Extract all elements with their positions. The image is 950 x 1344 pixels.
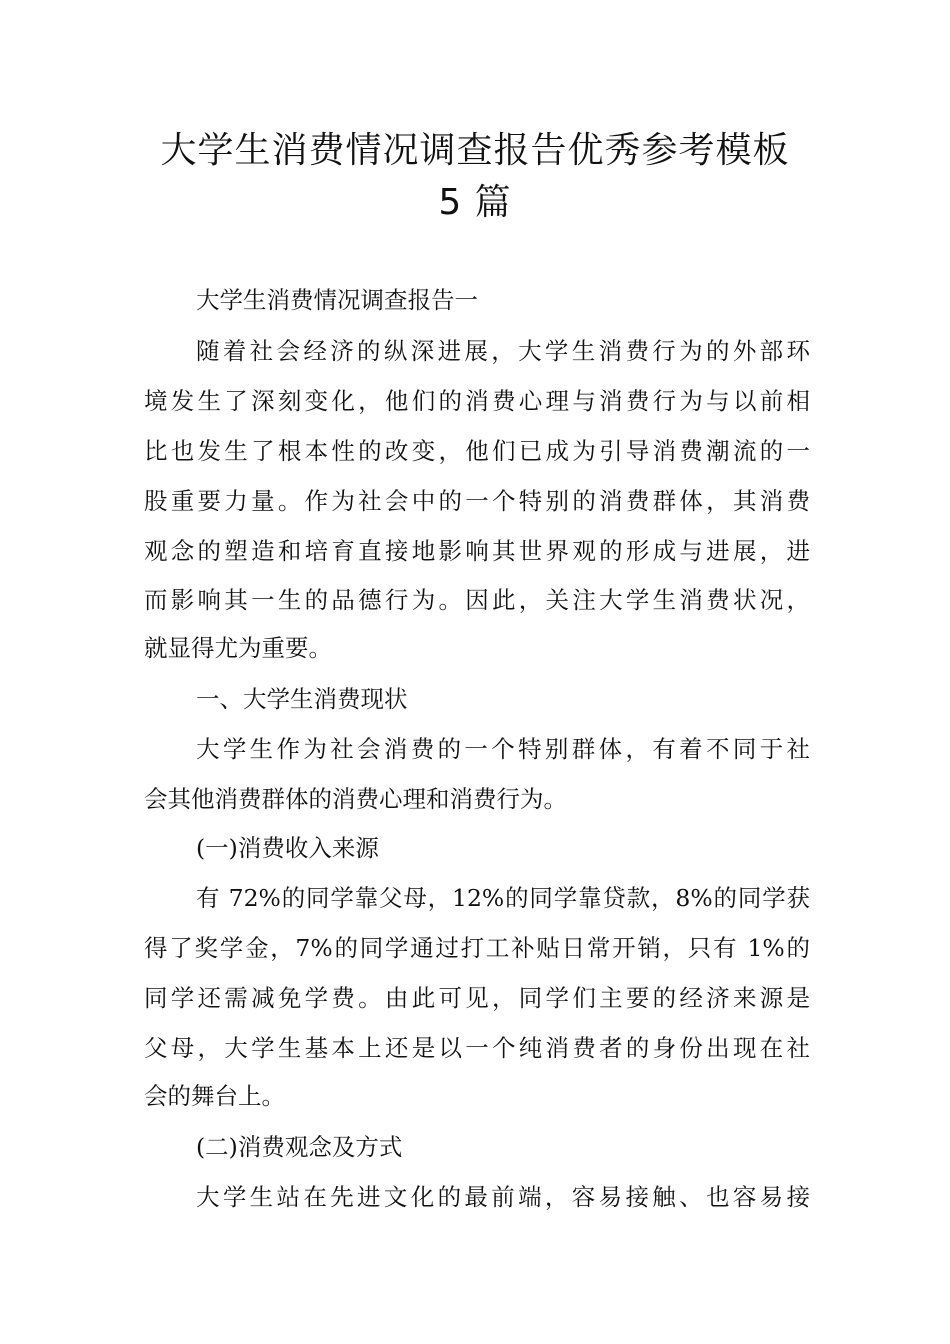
paragraph-line: 同学还需减免学费。由此可见，同学们主要的经济来源是 xyxy=(144,984,810,1012)
paragraph-line: 有 72%的同学靠父母，12%的同学靠贷款，8%的同学获 xyxy=(196,884,810,912)
paragraph-line: 会其他消费群体的消费心理和消费行为。 xyxy=(144,785,567,813)
document-title-line-1: 大学生消费情况调查报告优秀参考模板 xyxy=(160,130,790,171)
section-heading-consumption-status: 一、大学生消费现状 xyxy=(196,685,408,713)
subsection-heading-income-source: (一)消费收入来源 xyxy=(196,834,379,862)
paragraph-line: 父母，大学生基本上还是以一个纯消费者的身份出现在社 xyxy=(144,1034,810,1062)
paragraph-line: 大学生作为社会消费的一个特别群体，有着不同于社 xyxy=(196,735,810,763)
paragraph-line: 观念的塑造和培育直接地影响其世界观的形成与进展，进 xyxy=(144,537,810,565)
paragraph-line: 大学生站在先进文化的最前端，容易接触、也容易接 xyxy=(196,1183,810,1211)
paragraph-line: 随着社会经济的纵深进展，大学生消费行为的外部环 xyxy=(196,337,810,365)
paragraph-line: 股重要力量。作为社会中的一个特别的消费群体，其消费 xyxy=(144,487,810,515)
paragraph-line: 得了奖学金，7%的同学通过打工补贴日常开销，只有 1%的 xyxy=(144,934,811,962)
subsection-heading-consumption-concept: (二)消费观念及方式 xyxy=(196,1133,403,1161)
document-title-line-2: 5 篇 xyxy=(438,182,512,223)
paragraph-line: 会的舞台上。 xyxy=(144,1082,285,1110)
paragraph-line: 境发生了深刻变化，他们的消费心理与消费行为与以前相 xyxy=(144,387,810,415)
paragraph-line: 就显得尤为重要。 xyxy=(144,634,332,662)
section-heading-report-one: 大学生消费情况调查报告一 xyxy=(196,286,478,314)
paragraph-line: 比也发生了根本性的改变，他们已成为引导消费潮流的一 xyxy=(144,437,810,465)
paragraph-line: 而影响其一生的品德行为。因此，关注大学生消费状况， xyxy=(144,586,810,614)
